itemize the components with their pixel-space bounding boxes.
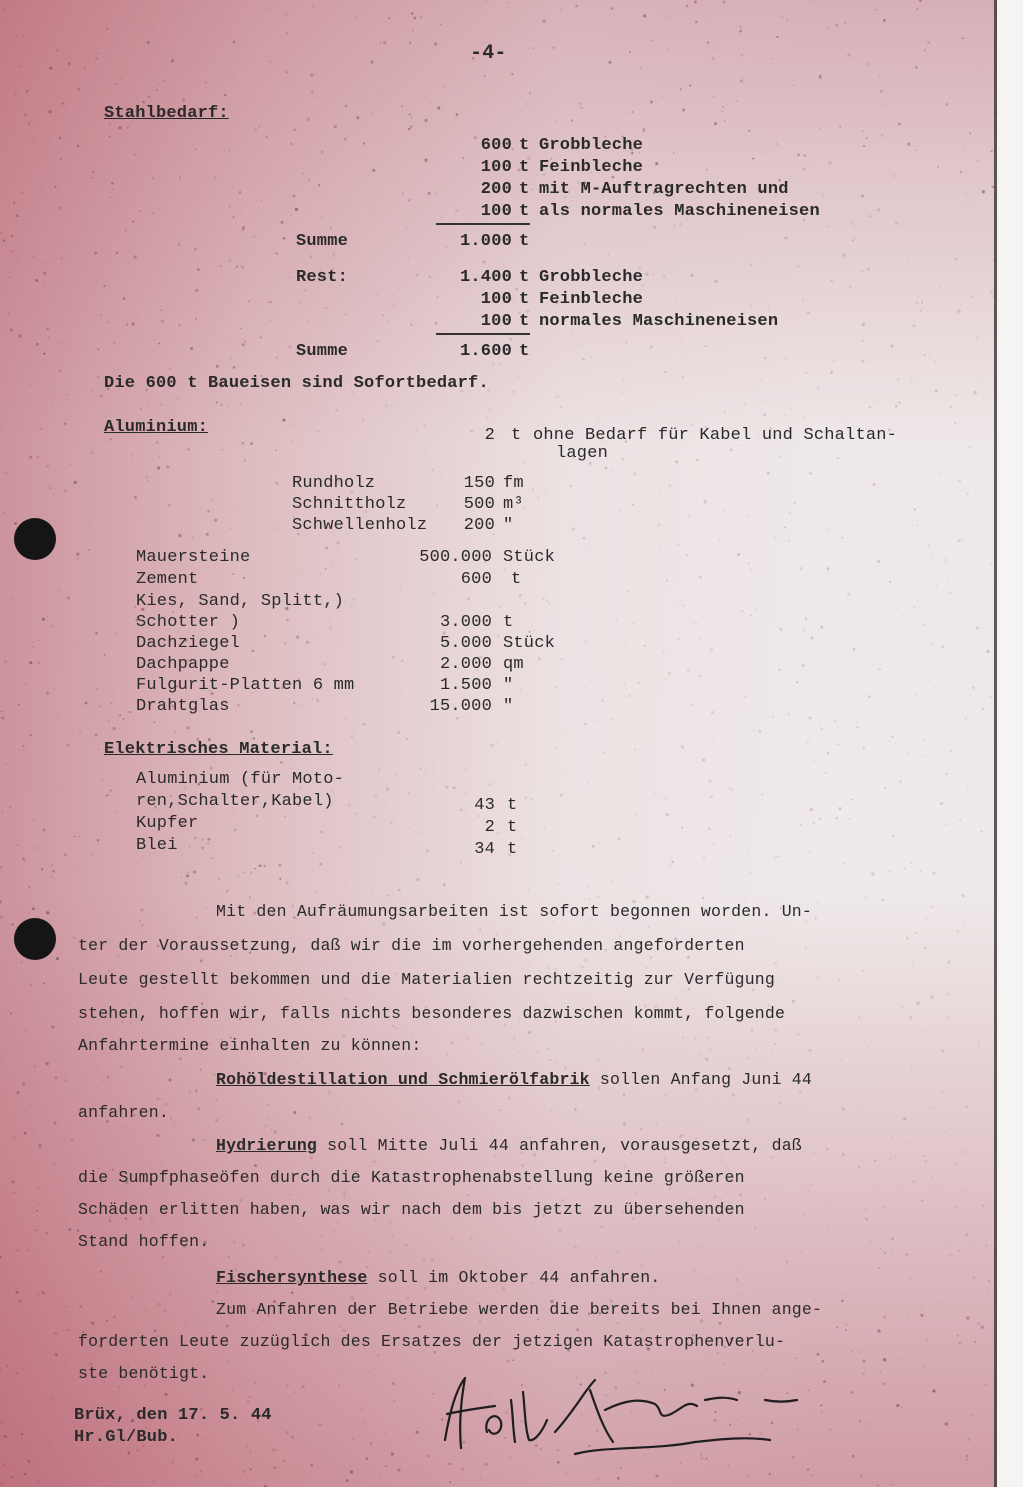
aluminium-text: ohne Bedarf für Kabel und Schaltan- xyxy=(533,426,898,445)
plant-name-hydrogenation: Hydrierung xyxy=(216,1136,318,1155)
sum-unit: t xyxy=(519,232,530,251)
wood-unit: fm xyxy=(503,474,524,493)
body-text: soll im Oktober 44 anfahren. xyxy=(367,1268,661,1287)
body-line: forderten Leute zuzüglich des Ersatzes der jetzigen Katastrophenverlu- xyxy=(78,1332,786,1351)
steel-note: Die 600 t Baueisen sind Sofortbedarf. xyxy=(104,374,489,393)
material-amount: 15.000 xyxy=(429,697,492,716)
steel-unit: t xyxy=(519,180,530,199)
material-unit: " xyxy=(503,697,514,716)
material-item: Kies, Sand, Splitt,) xyxy=(136,592,345,611)
plant-name-fischer: Fischersynthese xyxy=(216,1268,368,1287)
material-amount: 3.000 xyxy=(439,613,492,632)
sum-value: 1.000 xyxy=(459,232,512,251)
rest-unit: t xyxy=(519,290,530,309)
material-amount: 600 xyxy=(460,570,492,589)
material-item: Drahtglas xyxy=(136,697,230,716)
right-paper-edge xyxy=(997,0,1023,1487)
place-date: Brüx, den 17. 5. 44 xyxy=(74,1406,272,1425)
steel-amount: 200 xyxy=(480,180,512,199)
steel-item: mit M-Auftragrechten und xyxy=(539,180,789,199)
wood-unit: m³ xyxy=(503,495,524,514)
rest-unit: t xyxy=(519,268,530,287)
section-steel-heading: Stahlbedarf: xyxy=(104,104,229,123)
material-amount: 500.000 xyxy=(419,548,492,567)
material-item: Fulgurit-Platten 6 mm xyxy=(136,676,355,695)
section-electrical-heading: Elektrisches Material: xyxy=(104,740,333,759)
rest-label: Rest: xyxy=(296,268,349,287)
material-item: Mauersteine xyxy=(136,548,251,567)
sum-rule xyxy=(436,333,530,335)
material-unit: Stück xyxy=(503,548,556,567)
aluminium-amount: 2 xyxy=(484,426,495,445)
sum-unit: t xyxy=(519,342,530,361)
steel-amount: 100 xyxy=(480,202,512,221)
electrical-item: Blei xyxy=(136,836,178,855)
electrical-item: Kupfer xyxy=(136,814,199,833)
rest-item: Feinbleche xyxy=(539,290,644,309)
sum-label: Summe xyxy=(296,232,349,251)
wood-item: Schwellenholz xyxy=(292,516,428,535)
steel-unit: t xyxy=(519,136,530,155)
plant-name-distillation: Rohöldestillation und Schmierölfabrik xyxy=(216,1070,590,1089)
material-unit: qm xyxy=(503,655,524,674)
handwritten-signature xyxy=(425,1370,825,1460)
material-amount: 5.000 xyxy=(439,634,492,653)
section-aluminium-heading: Aluminium: xyxy=(104,418,209,437)
steel-amount: 100 xyxy=(480,158,512,177)
body-line: Schäden erlitten haben, was wir nach dem bis jetzt zu übersehenden xyxy=(78,1200,745,1219)
body-line: ter der Voraussetzung, daß wir die im vorhergehenden angeforderten xyxy=(78,936,745,955)
electrical-unit: t xyxy=(507,818,518,837)
steel-unit: t xyxy=(519,158,530,177)
body-line: Anfahrtermine einhalten zu können: xyxy=(78,1036,422,1055)
material-amount: 1.500 xyxy=(439,676,492,695)
electrical-amount: 2 xyxy=(484,818,495,837)
material-unit: Stück xyxy=(503,634,556,653)
wood-amount: 500 xyxy=(463,495,495,514)
material-item: Dachziegel xyxy=(136,634,241,653)
sum-label: Summe xyxy=(296,342,349,361)
rest-item: normales Maschineneisen xyxy=(539,312,779,331)
electrical-unit: t xyxy=(507,796,518,815)
rest-amount: 100 xyxy=(480,312,512,331)
rest-amount: 100 xyxy=(480,290,512,309)
electrical-amount: 34 xyxy=(474,840,495,859)
material-unit: " xyxy=(503,676,514,695)
steel-unit: t xyxy=(519,202,530,221)
rest-amount: 1.400 xyxy=(459,268,512,287)
body-line: Zum Anfahren der Betriebe werden die bereits bei Ihnen ange- xyxy=(216,1300,823,1319)
body-line: anfahren. xyxy=(78,1103,169,1122)
rest-unit: t xyxy=(519,312,530,331)
material-item: Dachpappe xyxy=(136,655,230,674)
body-line: Stand hoffen. xyxy=(78,1232,210,1251)
body-line xyxy=(216,1268,660,1287)
body-line: ste benötigt. xyxy=(78,1364,210,1383)
aluminium-unit: t xyxy=(511,426,522,445)
electrical-amount: 43 xyxy=(474,796,495,815)
wood-amount: 200 xyxy=(463,516,495,535)
body-line: stehen, hoffen wir, falls nichts besonderes dazwischen kommt, folgende xyxy=(78,1004,786,1023)
material-item: Schotter ) xyxy=(136,613,241,632)
rest-item: Grobbleche xyxy=(539,268,644,287)
steel-item: als normales Maschineneisen xyxy=(539,202,820,221)
body-line: Mit den Aufräumungsarbeiten ist sofort begonnen worden. Un- xyxy=(216,902,812,921)
material-amount: 2.000 xyxy=(439,655,492,674)
body-line xyxy=(216,1070,812,1089)
wood-item: Rundholz xyxy=(292,474,376,493)
sum-value: 1.600 xyxy=(459,342,512,361)
page-number: -4- xyxy=(470,42,507,65)
punch-hole-top xyxy=(14,518,56,560)
body-text: soll Mitte Juli 44 anfahren, vorausgesetzt, daß xyxy=(317,1136,802,1155)
sum-rule xyxy=(436,223,530,225)
electrical-unit: t xyxy=(507,840,518,859)
electrical-item: ren,Schalter,Kabel) xyxy=(136,792,334,811)
body-line: Leute gestellt bekommen und die Materialien rechtzeitig zur Verfügung xyxy=(78,970,776,989)
electrical-item: Aluminium (für Moto- xyxy=(136,770,345,789)
steel-amount: 600 xyxy=(480,136,512,155)
material-unit: t xyxy=(511,570,522,589)
body-line: die Sumpfphaseöfen durch die Katastrophenabstellung keine größeren xyxy=(78,1168,745,1187)
steel-item: Grobbleche xyxy=(539,136,644,155)
wood-unit: " xyxy=(503,516,514,535)
steel-item: Feinbleche xyxy=(539,158,644,177)
punch-hole-bottom xyxy=(14,918,56,960)
wood-item: Schnittholz xyxy=(292,495,407,514)
body-text: sollen Anfang Juni 44 xyxy=(589,1070,813,1089)
material-unit: t xyxy=(503,613,514,632)
material-item: Zement xyxy=(136,570,199,589)
aluminium-text-cont: lagen xyxy=(556,444,609,463)
reference-code: Hr.Gl/Bub. xyxy=(74,1428,179,1447)
body-line xyxy=(216,1136,802,1155)
wood-amount: 150 xyxy=(463,474,495,493)
